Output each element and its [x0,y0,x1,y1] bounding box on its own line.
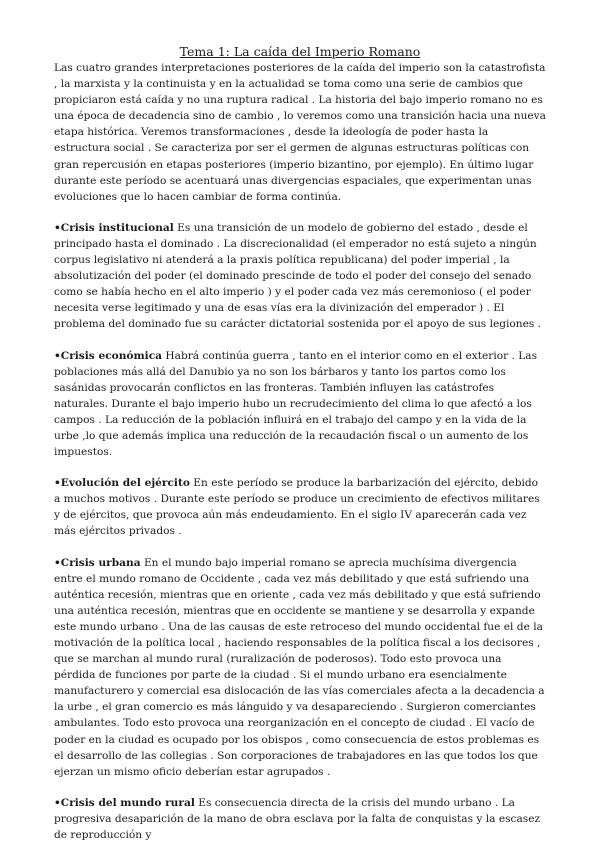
section-evolucion-ejercito [54,475,546,539]
section-heading: •Crisis urbana [54,556,141,569]
section-crisis-economica [54,348,546,461]
section-paragraph [54,348,546,461]
section-paragraph [54,555,546,780]
section-heading: •Crisis institucional [54,221,174,234]
section-crisis-mundo-rural [54,795,546,843]
section-heading: •Evolución del ejército [54,477,190,490]
section-crisis-institucional [54,220,546,333]
section-text: Es consecuencia directa de la crisis del mundo urbano . La progresiva desaparición de la mano de obra esclava por la falta de conquistas y la escasez de reproducción y [54,796,541,842]
document-title: Tema 1: La caída del Imperio Romano [179,44,421,59]
section-paragraph [54,220,546,333]
intro-paragraph: Las cuatro grandes interpretaciones posteriores de la caída del imperio son la catastrofista , la marxista y la continuista y en la actualidad se toma como una serie de cambios que propiciaron está caída y no una ruptura radical . La historia del bajo imperio romano no es una época de decadencia sino de cambio , lo veremos como una transición hacia una nueva etapa histórica. Veremos transformaciones , desde la ideología de poder hasta la estructura social . Se caracteriza por ser el germen de algunas estructuras políticas con gran repercusión en etapas posteriores (imperio bizantino, por ejemplo). En último lugar durante este período se acentuará unas divergencias espaciales, que experimentan unas evoluciones que lo hacen cambiar de forma continúa. [54,62,546,203]
section-text: Es una transición de un modelo de gobierno del estado , desde el principado hasta el dominado . La discrecionalidad (el emperador no está sujeto a ningún corpus legislativo ni atenderá a la praxis política republicana) del poder imperial , la absolutización del poder (el dominado prescinde de todo el poder del consejo del senado como se había hecho en el alto imperio ) y el poder cada vez más ceremonioso ( el poder necesita verse legitimado y una de esas vías era la divinización del emperador ) . El problema del dominado fue su carácter dictatorial sostenida por el apoyo de sus legiones . [54,221,542,331]
section-text: En este período se produce la barbarización del ejército, debido a muchos motivos . Durante este período se produce un crecimiento de efectivos militares y de ejércitos, que provoca aún más endeudamiento. En el siglo IV aparecerán cada vez más ejércitos privados . [54,477,540,538]
section-heading: •Crisis económica [54,349,163,362]
section-paragraph [54,795,546,843]
section-text: En el mundo bajo imperial romano se aprecia muchísima divergencia entre el mundo romano de Occidente , cada vez más debilitado y que está sufriendo una auténtica recesión, mientras que en oriente , cada vez más debilitado y que está sufriendo una auténtica recesión, mientras que en occidente se mantiene y se desarrolla y expande este mundo urbano . Una de las causas de este retroceso del mundo occidental fue el de la motivación de la política local , haciendo responsables de la política fiscal a los decisores , que se marchan al mundo rural (ruralización de poderosos). Todo esto provoca una pérdida de funciones por parte de la ciudad . Si el mundo urbano era esencialmente manufacturero y comercial esa dislocación de las vías comerciales afecta a la decadencia a la urbe , el gran comercio es más lánguido y va desapareciendo . Surgieron comerciantes ambulantes. Todo esto provoca una reorganización en el concepto de ciudad . El vacío de poder en la ciudad es ocupado por los obispos , como consecuencia de estos problemas es el desarrollo de las collegias . Son corporaciones de trabajadores en las que todos los que ejerzan un mismo oficio deberían estar agrupados . [54,556,545,778]
section-crisis-urbana [54,555,546,780]
section-heading: •Crisis del mundo rural [54,796,195,809]
section-paragraph [54,475,546,539]
section-text: Habrá continúa guerra , tanto en el interior como en el exterior . Las poblaciones más allá del Danubio ya no son los bárbaros y tanto los partos como los sasánidas provocarán conflictos en las fronteras. También influyen las catástrofes naturales. Durante el bajo imperio hubo un recrudecimiento del clima lo que afectó a los campos . La reducción de la población influirá en el trabajo del campo y en la vida de la urbe ,lo que además implica una reducción de la recaudación fiscal o un aumento de los impuestos. [54,349,538,459]
